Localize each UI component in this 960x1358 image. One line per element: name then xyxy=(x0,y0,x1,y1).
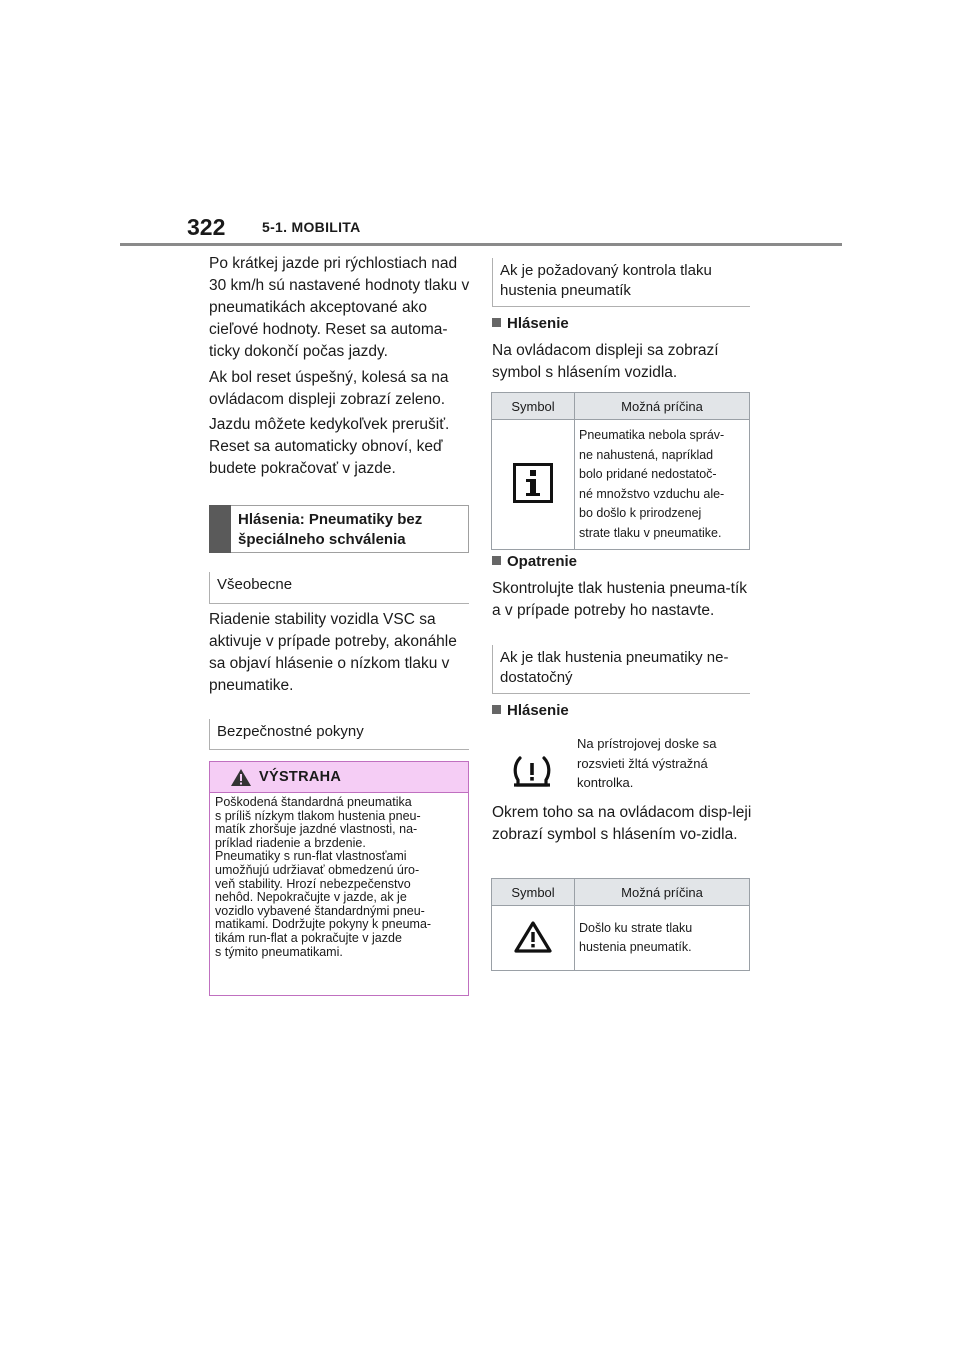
info-icon xyxy=(513,463,553,503)
warning-triangle-icon xyxy=(230,768,252,787)
bullet-message-2 xyxy=(492,702,569,719)
table-header-row xyxy=(492,393,750,420)
symbol-table-2 xyxy=(491,878,750,971)
bullet-message-1-label: Hlásenie xyxy=(507,315,569,332)
warning-box xyxy=(209,761,469,996)
section-title: 5-1. MOBILITA xyxy=(262,219,361,235)
warning-header xyxy=(210,762,468,792)
paragraph-check-adjust: Skontrolujte tlak hustenia pneuma-tík a v prípade potreby ho nastavte. xyxy=(492,580,748,619)
tire-pressure-warning-icon xyxy=(512,755,552,789)
table-row xyxy=(492,420,750,550)
symbol-table-1 xyxy=(491,392,750,550)
paragraph-reset-info: Po krátkej jazde pri rýchlostiach nad 30 km/h sú nastavené hodnoty tlaku v pneumatikách akceptované ako cieľové hodnoty. Reset sa automa-ticky dokončí počas jazdy. xyxy=(209,255,470,360)
warning-triangle-icon xyxy=(514,921,552,953)
paragraph-interrupt: Jazdu môžete kedykoľvek prerušiť. Reset sa automaticky obnoví, keď budete pokračovať v jazde. xyxy=(209,416,450,477)
paragraph-vsc: Riadenie stability vozidla VSC sa aktivuje v prípade potreby, akonáhle sa objaví hlásenie o nízkom tlaku v pneumatike. xyxy=(209,611,457,694)
subheading-safety: Bezpečnostné pokyny xyxy=(209,719,469,750)
heading-messages xyxy=(209,505,469,553)
warning-title: VÝSTRAHA xyxy=(259,769,342,785)
table-header-row xyxy=(492,879,750,906)
subheading-low-pressure: Ak je tlak hustenia pneumatiky ne-dostatočný xyxy=(492,645,750,694)
page-number: 322 xyxy=(187,214,226,240)
bullet-measure xyxy=(492,553,577,570)
table-row xyxy=(492,906,750,971)
warning-divider xyxy=(210,792,468,793)
symbol-cell xyxy=(492,906,575,971)
paragraph-additional: Okrem toho sa na ovládacom disp-leji zobrazí symbol s hlásením vo-zidla. xyxy=(492,804,752,843)
col-symbol-header: Symbol xyxy=(492,393,575,420)
bullet-measure-label: Opatrenie xyxy=(507,553,578,570)
bullet-square-icon xyxy=(492,318,501,327)
bullet-square-icon xyxy=(492,556,501,565)
bullet-message-2-label: Hlásenie xyxy=(507,702,569,719)
heading-bar xyxy=(209,505,231,553)
col-cause-header: Možná príčina xyxy=(575,393,750,420)
header-rule xyxy=(120,243,842,246)
subheading-general: Všeobecne xyxy=(209,572,469,604)
heading-messages-text: Hlásenia: Pneumatiky bez špeciálneho schválenia xyxy=(238,511,423,548)
bullet-message-1 xyxy=(492,315,569,332)
col-cause-header: Možná príčina xyxy=(575,879,750,906)
warning-text: Poškodená štandardná pneumatika s príliš nízkym tlakom hustenia pneu- matík zhoršuje jazdné vlastnosti, na- príklad riadenie a brzdenie. Pneumatiky s run-flat vlastnosťami umožňujú udržiavať obmedzenú úro- veň stability. Hrozí nebezpečenstvo nehôd. Nepokračujte v jazde, ak je vozidlo vybavené štandardnými pneu- matikami. Dodržujte pokyny k pneuma- tikám run-flat a pokračujte v jazde s týmito pneumatikami. xyxy=(215,795,432,959)
subheading-check-pressure: Ak je požadovaný kontrola tlaku hustenia pneumatík xyxy=(492,258,750,307)
symbol-cell xyxy=(492,420,575,550)
cause-cell: Pneumatika nebola správ- ne nahustená, napríklad bolo pridané nedostatoč- né množstvo vzduchu ale- bo došlo k prirodzenej strate tlaku v pneumatike. xyxy=(575,420,750,550)
cause-cell: Došlo ku strate tlaku hustenia pneumatík. xyxy=(575,906,750,971)
paragraph-display-symbol: Na ovládacom displeji sa zobrazí symbol s hlásením vozidla. xyxy=(492,342,719,381)
paragraph-reset-success: Ak bol reset úspešný, kolesá sa na ovládacom displeji zobrazí zeleno. xyxy=(209,369,449,408)
indicator-text: Na prístrojovej doske sa rozsvieti žltá výstražná kontrolka. xyxy=(577,736,717,790)
bullet-square-icon xyxy=(492,705,501,714)
col-symbol-header: Symbol xyxy=(492,879,575,906)
